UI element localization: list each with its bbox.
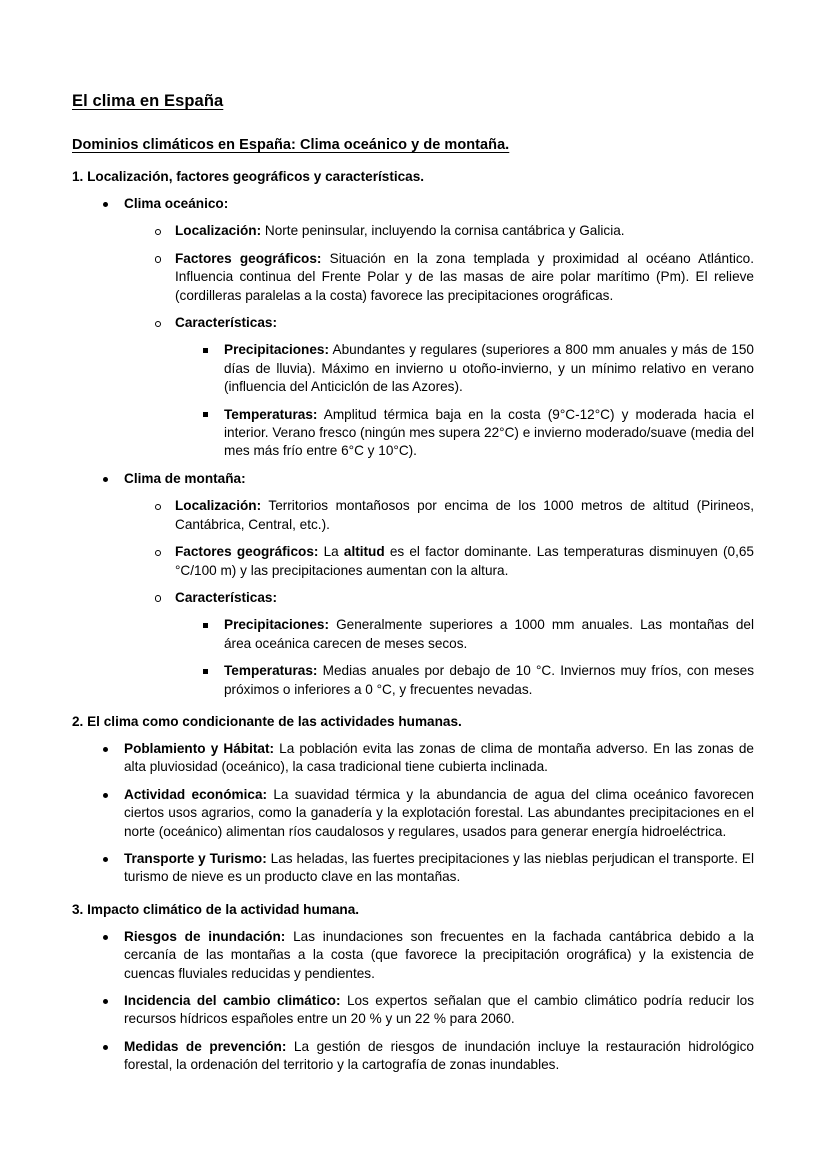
- section-heading: Dominios climáticos en España: Clima oceánico y de montaña.: [72, 137, 510, 153]
- clima-oceanico-sublist: [124, 222, 754, 460]
- section-3-list: [72, 928, 754, 1075]
- list-item-incidencia-cambio-climatico: [72, 992, 754, 1029]
- list-item-label: Características:: [175, 315, 278, 331]
- list-item-caracteristicas: [124, 589, 754, 699]
- list-item-label: Precipitaciones:: [224, 342, 330, 358]
- list-item-text: Situación en la zona templada y proximidad al océano Atlántico. Influencia continua del Frente Polar y de las masas de aire polar marítimo (Pm). El relieve (cordilleras paralelas a la costa) favorece las precipitaciones orográficas.: [175, 250, 754, 303]
- list-item-factores-geograficos: [124, 543, 754, 580]
- section-2-heading: 2. El clima como condicionante de las actividades humanas.: [72, 713, 462, 729]
- list-item-text-after: es el factor dominante. Las temperaturas disminuyen (0,65 °C/100 m) y las precipitaciones aumentan con la altura.: [175, 544, 754, 578]
- section-2-list: [72, 740, 754, 887]
- list-item-label: Poblamiento y Hábitat:: [124, 740, 274, 756]
- list-item-text: La gestión de riesgos de inundación incluye la restauración hidrológico forestal, la ordenación del territorio y la cartografía de zonas inundables.: [124, 1038, 754, 1073]
- list-item-riesgos-inundacion: [72, 928, 754, 983]
- list-item-text: Norte peninsular, incluyendo la cornisa cantábrica y Galicia.: [261, 223, 625, 239]
- caracteristicas-oceanico-sublist: [175, 341, 754, 460]
- list-item-label: Temperaturas:: [224, 663, 318, 679]
- list-item-localizacion: [124, 497, 754, 534]
- list-item-label: Factores geográficos:: [175, 250, 322, 266]
- list-item-label: Actividad económica:: [124, 786, 268, 802]
- list-item-text: Amplitud térmica baja en la costa (9°C-12°C) y moderada hacia el interior. Verano fresco (ningún mes supera 22°C) e invierno moderado/suave (media del mes más frío entre 6°C y 10°C).: [224, 406, 754, 459]
- list-item-precipitaciones: [175, 341, 754, 396]
- list-item-factores-geograficos: [124, 250, 754, 305]
- list-item-label: Clima oceánico:: [124, 196, 229, 211]
- list-item-label: Medidas de prevención:: [124, 1038, 287, 1054]
- list-item-actividad-economica: [72, 786, 754, 841]
- list-item-poblamiento-habitat: [72, 740, 754, 777]
- clima-montana-sublist: [124, 497, 754, 699]
- list-item-text: Los expertos señalan que el cambio climático podría reducir los recursos hídricos españoles entre un 20 % y un 22 % para 2060.: [124, 993, 755, 1027]
- list-item-label: Riesgos de inundación:: [124, 928, 286, 944]
- emphasis-altitud: altitud: [343, 544, 385, 560]
- list-item-label: Incidencia del cambio climático:: [124, 993, 341, 1008]
- page-title: El clima en España: [72, 92, 224, 110]
- section-1-list: [72, 195, 754, 699]
- list-item-caracteristicas: [124, 314, 754, 461]
- list-item-temperaturas: [175, 406, 754, 461]
- section-1-heading: 1. Localización, factores geográficos y características.: [72, 169, 425, 184]
- list-item-transporte-turismo: [72, 850, 754, 887]
- list-item-label: Precipitaciones:: [224, 617, 330, 633]
- list-item-medidas-prevencion: [72, 1038, 754, 1075]
- list-item-label: Transporte y Turismo:: [124, 850, 267, 866]
- list-item-text-before: La: [318, 544, 344, 560]
- list-item-temperaturas: [175, 662, 754, 699]
- list-item-label: Características:: [175, 589, 278, 605]
- list-item-text: Las heladas, las fuertes precipitaciones y las nieblas perjudican el transporte. El turismo de nieve es un producto clave en las montañas.: [124, 850, 754, 885]
- list-item-localizacion: [124, 222, 754, 240]
- list-item-text: Generalmente superiores a 1000 mm anuales. Las montañas del área oceánica carecen de meses secos.: [224, 617, 754, 651]
- list-item-text: Territorios montañosos por encima de los 1000 metros de altitud (Pirineos, Cantábrica, Central, etc.).: [175, 498, 754, 532]
- list-item-label: Temperaturas:: [224, 406, 318, 422]
- list-item-text: Las inundaciones son frecuentes en la fachada cantábrica debido a la cercanía de las montañas a la costa (que favorece la precipitación orográfica) y la existencia de cuencas fluviales reducidas y pendientes.: [124, 928, 754, 981]
- list-item-text: Medias anuales por debajo de 10 °C. Inviernos muy fríos, con meses próximos o inferiores a 0 °C, y frecuentes nevadas.: [224, 663, 754, 697]
- list-item-text: La población evita las zonas de clima de montaña adverso. En las zonas de alta pluviosidad (oceánico), la casa tradicional tiene cubierta inclinada.: [124, 740, 754, 775]
- list-item-text: Abundantes y regulares (superiores a 800 mm anuales y más de 150 días de lluvia). Máximo en invierno u otoño-invierno, y un mínimo relativo en verano (influencia del Anticiclón de las Azores).: [224, 342, 754, 395]
- list-item-label: Localización:: [175, 498, 262, 514]
- list-item-clima-montana: [72, 470, 754, 699]
- caracteristicas-montana-sublist: [175, 616, 754, 699]
- list-item-label: Clima de montaña:: [124, 470, 246, 486]
- list-item-text: La suavidad térmica y la abundancia de agua del clima oceánico favorecen ciertos usos agrarios, como la ganadería y la explotación forestal. Las abundantes precipitaciones en el norte (oceánico) alimentan ríos caudalosos y regulares, usados para generar energía hidroeléctrica.: [124, 786, 754, 839]
- list-item-label: Factores geográficos:: [175, 544, 319, 560]
- section-3-heading: 3. Impacto climático de la actividad humana.: [72, 901, 360, 917]
- list-item-precipitaciones: [175, 616, 754, 653]
- list-item-label: Localización:: [175, 223, 262, 239]
- list-item-clima-oceanico: [72, 195, 754, 461]
